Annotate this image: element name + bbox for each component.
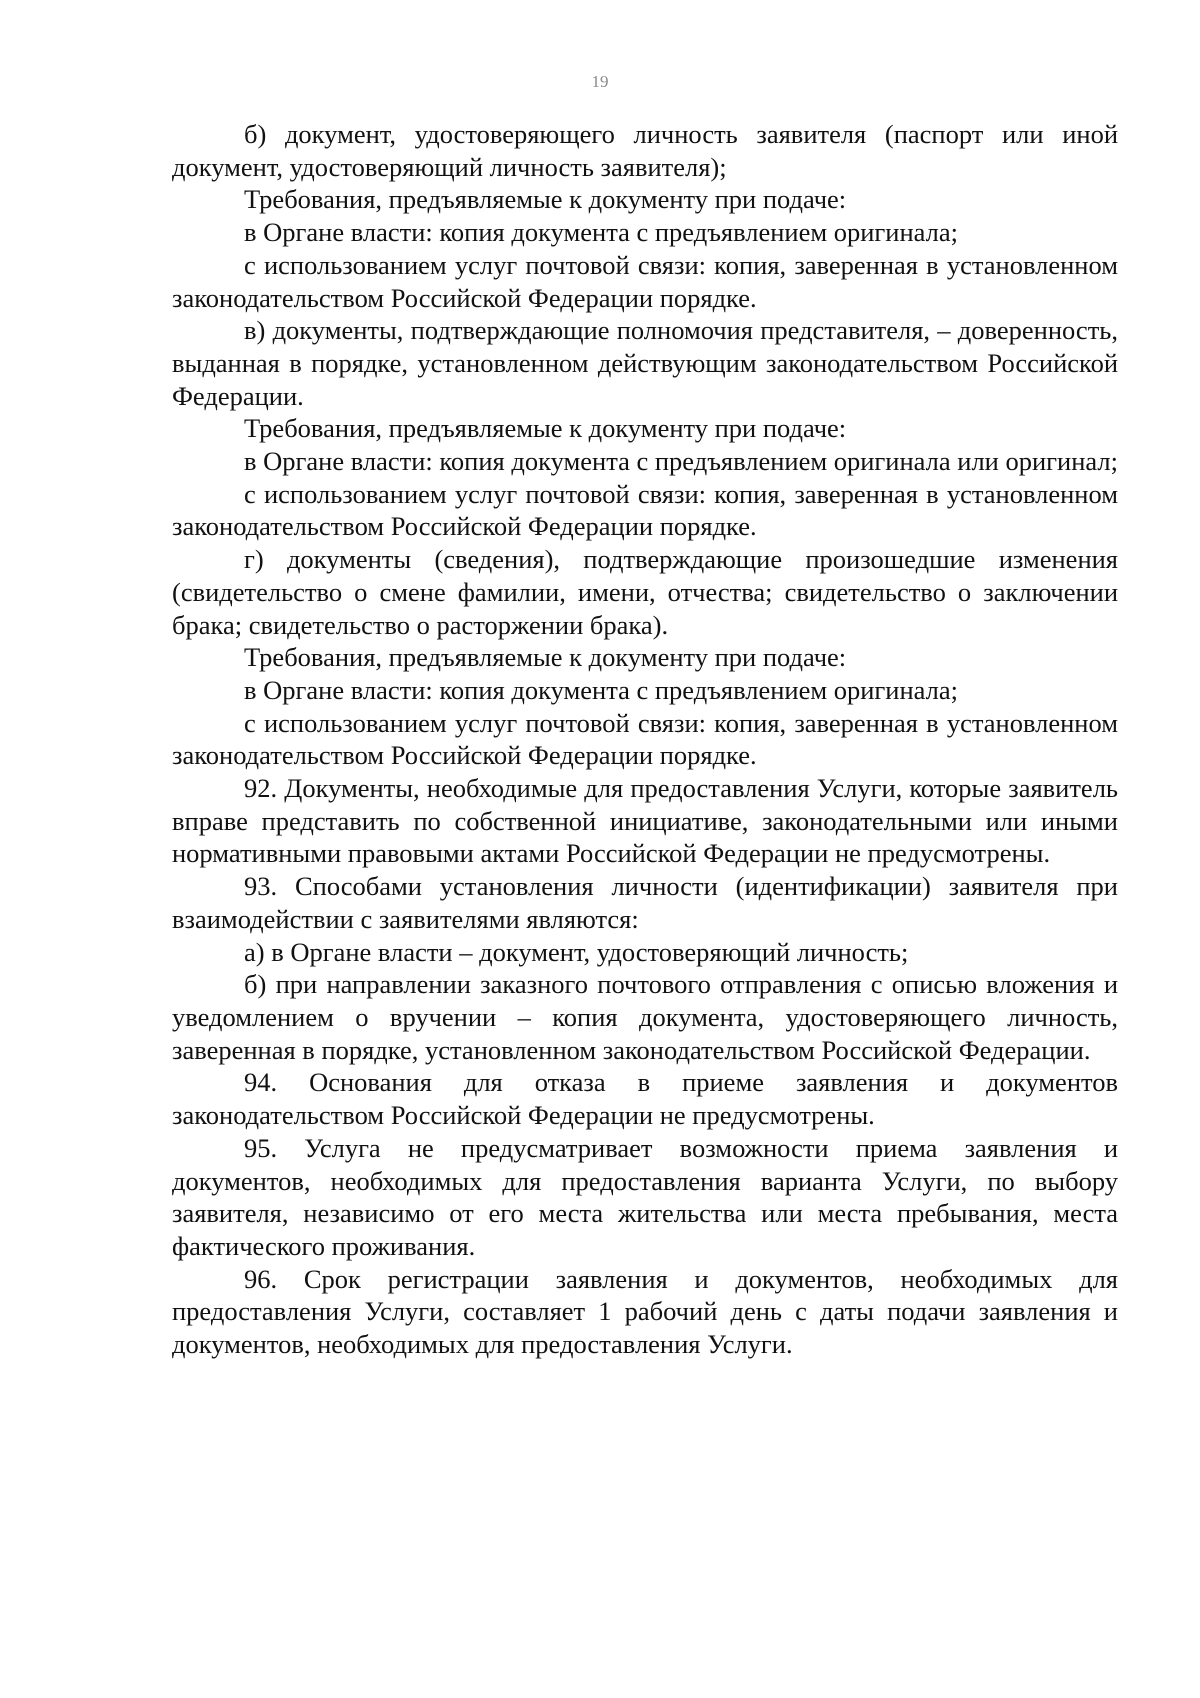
paragraph-93-a: а) в Органе власти – документ, удостоверяющий личность; bbox=[244, 936, 909, 967]
paragraph-authority-copy: в Органе власти: копия документа с предъявлением оригинала или оригинал; bbox=[244, 446, 1118, 477]
paragraph-95: 95. Услуга не предусматривает возможности приема заявления и документов, необходимых для предоставления варианта Услуги, по выбору заявителя, независимо от его места жительства или места пребывания, места фактического проживания. bbox=[172, 1132, 1118, 1261]
paragraph-93-b: б) при направлении заказного почтового отправления с описью вложения и уведомлением о вручении – копия документа, удостоверяющего личность, заверенная в порядке, установленном законодательством Российской Федерации. bbox=[172, 969, 1118, 1065]
paragraph-92: 92. Документы, необходимые для предоставления Услуги, которые заявитель вправе представить по собственной инициативе, законодательными или иными нормативными правовыми актами Российской Федерации не предусмотрены. bbox=[172, 773, 1118, 869]
paragraph-96: 96. Срок регистрации заявления и документов, необходимых для предоставления Услуги, составляет 1 рабочий день с даты подачи заявления и документов, необходимых для предоставления Услуги. bbox=[172, 1263, 1118, 1360]
paragraph-requirements: Требования, предъявляемые к документу при подаче: bbox=[244, 642, 847, 673]
paragraph-93: 93. Способами установления личности (идентификации) заявителя при взаимодействии с заявителями являются: bbox=[172, 871, 1118, 934]
paragraph-postal-copy: с использованием услуг почтовой связи: копия, заверенная в установленном законодательством Российской Федерации порядке. bbox=[172, 478, 1118, 542]
paragraph-postal-copy: с использованием услуг почтовой связи: копия, заверенная в установленном законодательством Российской Федерации порядке. bbox=[172, 707, 1118, 771]
paragraph-v-representative: в) документы, подтверждающие полномочия представителя, – доверенность, выданная в порядке, установленном действующим законодательством Российской Федерации. bbox=[172, 315, 1118, 411]
page-number: 19 bbox=[591, 72, 609, 91]
paragraph-g-changes: г) документы (сведения), подтверждающие произошедшие изменения (свидетельство о смене фамилии, имени, отчества; свидетельство о заключении брака; свидетельство о расторжении брака). bbox=[172, 544, 1118, 640]
paragraph-b-identity-document: б) документ, удостоверяющего личность заявителя (паспорт или иной документ, удостоверяющий личность заявителя); bbox=[172, 119, 1118, 182]
paragraph-authority-copy: в Органе власти: копия документа с предъявлением оригинала; bbox=[244, 217, 959, 248]
paragraph-authority-copy: в Органе власти: копия документа с предъявлением оригинала; bbox=[244, 674, 959, 705]
paragraph-94: 94. Основания для отказа в приеме заявления и документов законодательством Российской Федерации не предусмотрены. bbox=[172, 1067, 1118, 1131]
paragraph-postal-copy: с использованием услуг почтовой связи: копия, заверенная в установленном законодательством Российской Федерации порядке. bbox=[172, 249, 1118, 313]
document-body bbox=[172, 118, 1118, 1361]
paragraph-requirements: Требования, предъявляемые к документу при подаче: bbox=[244, 413, 847, 444]
paragraph-requirements: Требования, предъявляемые к документу при подаче: bbox=[244, 184, 847, 215]
